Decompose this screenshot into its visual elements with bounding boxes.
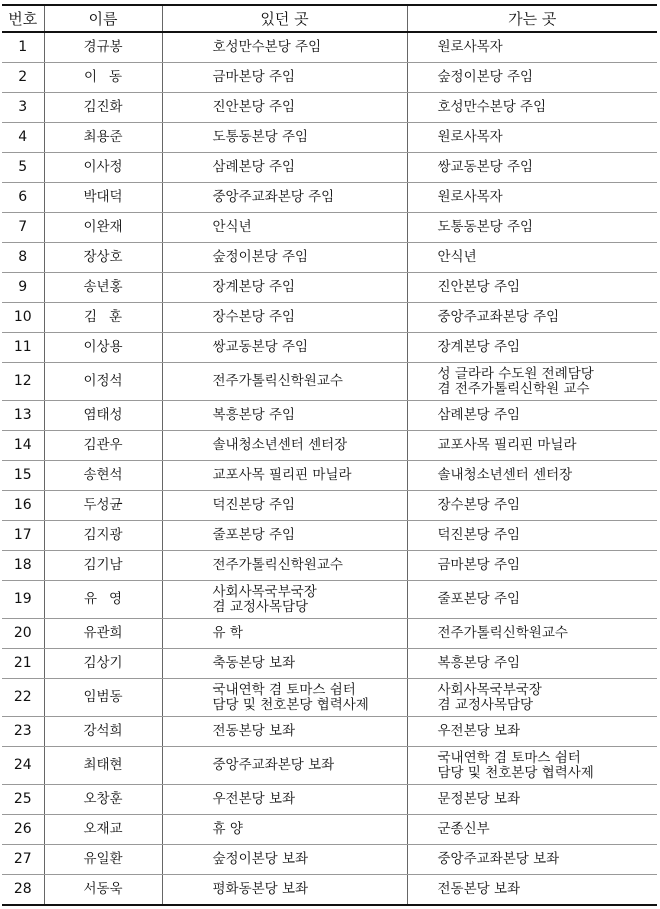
row-new-post: 안식년 <box>407 243 657 273</box>
row-new-post: 줄포본당 주임 <box>407 581 657 619</box>
row-name: 강석희 <box>44 717 162 747</box>
row-new-post: 국내연학 겸 토마스 쉼터 담당 및 천호본당 협력사제 <box>407 747 657 785</box>
row-new-post: 원로사목자 <box>407 32 657 63</box>
table-row <box>2 431 657 461</box>
row-name: 이동 <box>44 63 162 93</box>
row-name: 박대덕 <box>44 183 162 213</box>
table-row <box>2 273 657 303</box>
row-name: 김상기 <box>44 649 162 679</box>
row-name: 김지광 <box>44 521 162 551</box>
row-number: 19 <box>2 581 44 619</box>
row-number: 26 <box>2 815 44 845</box>
row-name: 이정석 <box>44 363 162 401</box>
row-name: 경규봉 <box>44 32 162 63</box>
row-name: 송현석 <box>44 461 162 491</box>
row-previous-post: 평화동본당 보좌 <box>162 875 407 906</box>
assignment-table <box>2 4 657 906</box>
table-row <box>2 717 657 747</box>
row-previous-post: 유 학 <box>162 619 407 649</box>
row-new-post: 진안본당 주임 <box>407 273 657 303</box>
row-name: 유일환 <box>44 845 162 875</box>
row-previous-post: 전주가톨릭신학원교수 <box>162 551 407 581</box>
row-number: 13 <box>2 401 44 431</box>
row-new-post: 군종신부 <box>407 815 657 845</box>
row-new-post: 숲정이본당 주임 <box>407 63 657 93</box>
table-row <box>2 363 657 401</box>
row-name: 임범동 <box>44 679 162 717</box>
row-previous-post: 장계본당 주임 <box>162 273 407 303</box>
row-new-post: 우전본당 보좌 <box>407 717 657 747</box>
row-new-post: 도통동본당 주임 <box>407 213 657 243</box>
row-new-post: 복흥본당 주임 <box>407 649 657 679</box>
row-number: 11 <box>2 333 44 363</box>
table-body <box>2 32 657 905</box>
row-previous-post: 전동본당 보좌 <box>162 717 407 747</box>
row-name: 이상용 <box>44 333 162 363</box>
row-new-post: 쌍교동본당 주임 <box>407 153 657 183</box>
row-previous-post: 국내연학 겸 토마스 쉼터 담당 및 천호본당 협력사제 <box>162 679 407 717</box>
row-previous-post: 사회사목국부국장 겸 교정사목담당 <box>162 581 407 619</box>
row-name: 김관우 <box>44 431 162 461</box>
header-new-post: 가는 곳 <box>407 5 657 32</box>
row-new-post: 성 글라라 수도원 전례담당 겸 전주가톨릭신학원 교수 <box>407 363 657 401</box>
row-new-post: 덕진본당 주임 <box>407 521 657 551</box>
row-number: 25 <box>2 785 44 815</box>
row-number: 27 <box>2 845 44 875</box>
row-previous-post: 숲정이본당 보좌 <box>162 845 407 875</box>
header-row <box>2 5 657 32</box>
row-name: 최태현 <box>44 747 162 785</box>
row-name: 장상호 <box>44 243 162 273</box>
table-row <box>2 619 657 649</box>
row-number: 10 <box>2 303 44 333</box>
header-number: 번호 <box>2 5 44 32</box>
row-number: 7 <box>2 213 44 243</box>
row-previous-post: 축동본당 보좌 <box>162 649 407 679</box>
row-number: 3 <box>2 93 44 123</box>
row-number: 24 <box>2 747 44 785</box>
header-name: 이름 <box>44 5 162 32</box>
table-row <box>2 679 657 717</box>
row-number: 15 <box>2 461 44 491</box>
row-name: 이사정 <box>44 153 162 183</box>
row-number: 28 <box>2 875 44 906</box>
row-new-post: 솔내청소년센터 센터장 <box>407 461 657 491</box>
table-row <box>2 649 657 679</box>
row-previous-post: 도통동본당 주임 <box>162 123 407 153</box>
row-new-post: 중앙주교좌본당 주임 <box>407 303 657 333</box>
row-number: 2 <box>2 63 44 93</box>
table-row <box>2 32 657 63</box>
row-previous-post: 삼례본당 주임 <box>162 153 407 183</box>
table-row <box>2 815 657 845</box>
row-new-post: 원로사목자 <box>407 123 657 153</box>
row-new-post: 교포사목 필리핀 마닐라 <box>407 431 657 461</box>
row-name: 김진화 <box>44 93 162 123</box>
table-row <box>2 551 657 581</box>
table-row <box>2 213 657 243</box>
row-previous-post: 휴 양 <box>162 815 407 845</box>
row-number: 9 <box>2 273 44 303</box>
table-row <box>2 123 657 153</box>
row-number: 6 <box>2 183 44 213</box>
row-name: 서동욱 <box>44 875 162 906</box>
row-previous-post: 쌍교동본당 주임 <box>162 333 407 363</box>
row-previous-post: 안식년 <box>162 213 407 243</box>
table-row <box>2 747 657 785</box>
row-previous-post: 복흥본당 주임 <box>162 401 407 431</box>
row-previous-post: 줄포본당 주임 <box>162 521 407 551</box>
row-number: 22 <box>2 679 44 717</box>
row-number: 21 <box>2 649 44 679</box>
header-previous-post: 있던 곳 <box>162 5 407 32</box>
table-row <box>2 401 657 431</box>
row-name: 두성균 <box>44 491 162 521</box>
row-new-post: 사회사목국부국장 겸 교정사목담당 <box>407 679 657 717</box>
row-name: 이완재 <box>44 213 162 243</box>
row-number: 1 <box>2 32 44 63</box>
table-row <box>2 93 657 123</box>
row-previous-post: 진안본당 주임 <box>162 93 407 123</box>
row-name: 김기남 <box>44 551 162 581</box>
row-previous-post: 중앙주교좌본당 주임 <box>162 183 407 213</box>
row-name: 유관희 <box>44 619 162 649</box>
row-new-post: 호성만수본당 주임 <box>407 93 657 123</box>
row-number: 8 <box>2 243 44 273</box>
row-name: 오재교 <box>44 815 162 845</box>
row-number: 4 <box>2 123 44 153</box>
row-previous-post: 호성만수본당 주임 <box>162 32 407 63</box>
table-row <box>2 303 657 333</box>
row-new-post: 삼례본당 주임 <box>407 401 657 431</box>
row-previous-post: 금마본당 주임 <box>162 63 407 93</box>
table-row <box>2 845 657 875</box>
row-new-post: 전동본당 보좌 <box>407 875 657 906</box>
row-number: 23 <box>2 717 44 747</box>
row-previous-post: 솔내청소년센터 센터장 <box>162 431 407 461</box>
row-previous-post: 장수본당 주임 <box>162 303 407 333</box>
row-new-post: 장계본당 주임 <box>407 333 657 363</box>
table-row <box>2 875 657 906</box>
row-number: 5 <box>2 153 44 183</box>
row-name: 유영 <box>44 581 162 619</box>
table-row <box>2 521 657 551</box>
row-new-post: 금마본당 주임 <box>407 551 657 581</box>
row-previous-post: 교포사목 필리핀 마닐라 <box>162 461 407 491</box>
table-row <box>2 153 657 183</box>
table-row <box>2 63 657 93</box>
row-name: 송년홍 <box>44 273 162 303</box>
row-number: 17 <box>2 521 44 551</box>
row-new-post: 문정본당 보좌 <box>407 785 657 815</box>
table-row <box>2 243 657 273</box>
row-number: 16 <box>2 491 44 521</box>
table-row <box>2 461 657 491</box>
row-previous-post: 우전본당 보좌 <box>162 785 407 815</box>
table-row <box>2 333 657 363</box>
table-row <box>2 785 657 815</box>
row-number: 20 <box>2 619 44 649</box>
row-new-post: 중앙주교좌본당 보좌 <box>407 845 657 875</box>
row-name: 김훈 <box>44 303 162 333</box>
row-previous-post: 덕진본당 주임 <box>162 491 407 521</box>
row-name: 최용준 <box>44 123 162 153</box>
row-new-post: 장수본당 주임 <box>407 491 657 521</box>
row-new-post: 원로사목자 <box>407 183 657 213</box>
row-name: 오창훈 <box>44 785 162 815</box>
table-row <box>2 183 657 213</box>
row-number: 12 <box>2 363 44 401</box>
row-new-post: 전주가톨릭신학원교수 <box>407 619 657 649</box>
row-previous-post: 전주가톨릭신학원교수 <box>162 363 407 401</box>
table-row <box>2 581 657 619</box>
row-number: 18 <box>2 551 44 581</box>
row-previous-post: 중앙주교좌본당 보좌 <box>162 747 407 785</box>
row-previous-post: 숲정이본당 주임 <box>162 243 407 273</box>
table-row <box>2 491 657 521</box>
row-number: 14 <box>2 431 44 461</box>
row-name: 염태성 <box>44 401 162 431</box>
